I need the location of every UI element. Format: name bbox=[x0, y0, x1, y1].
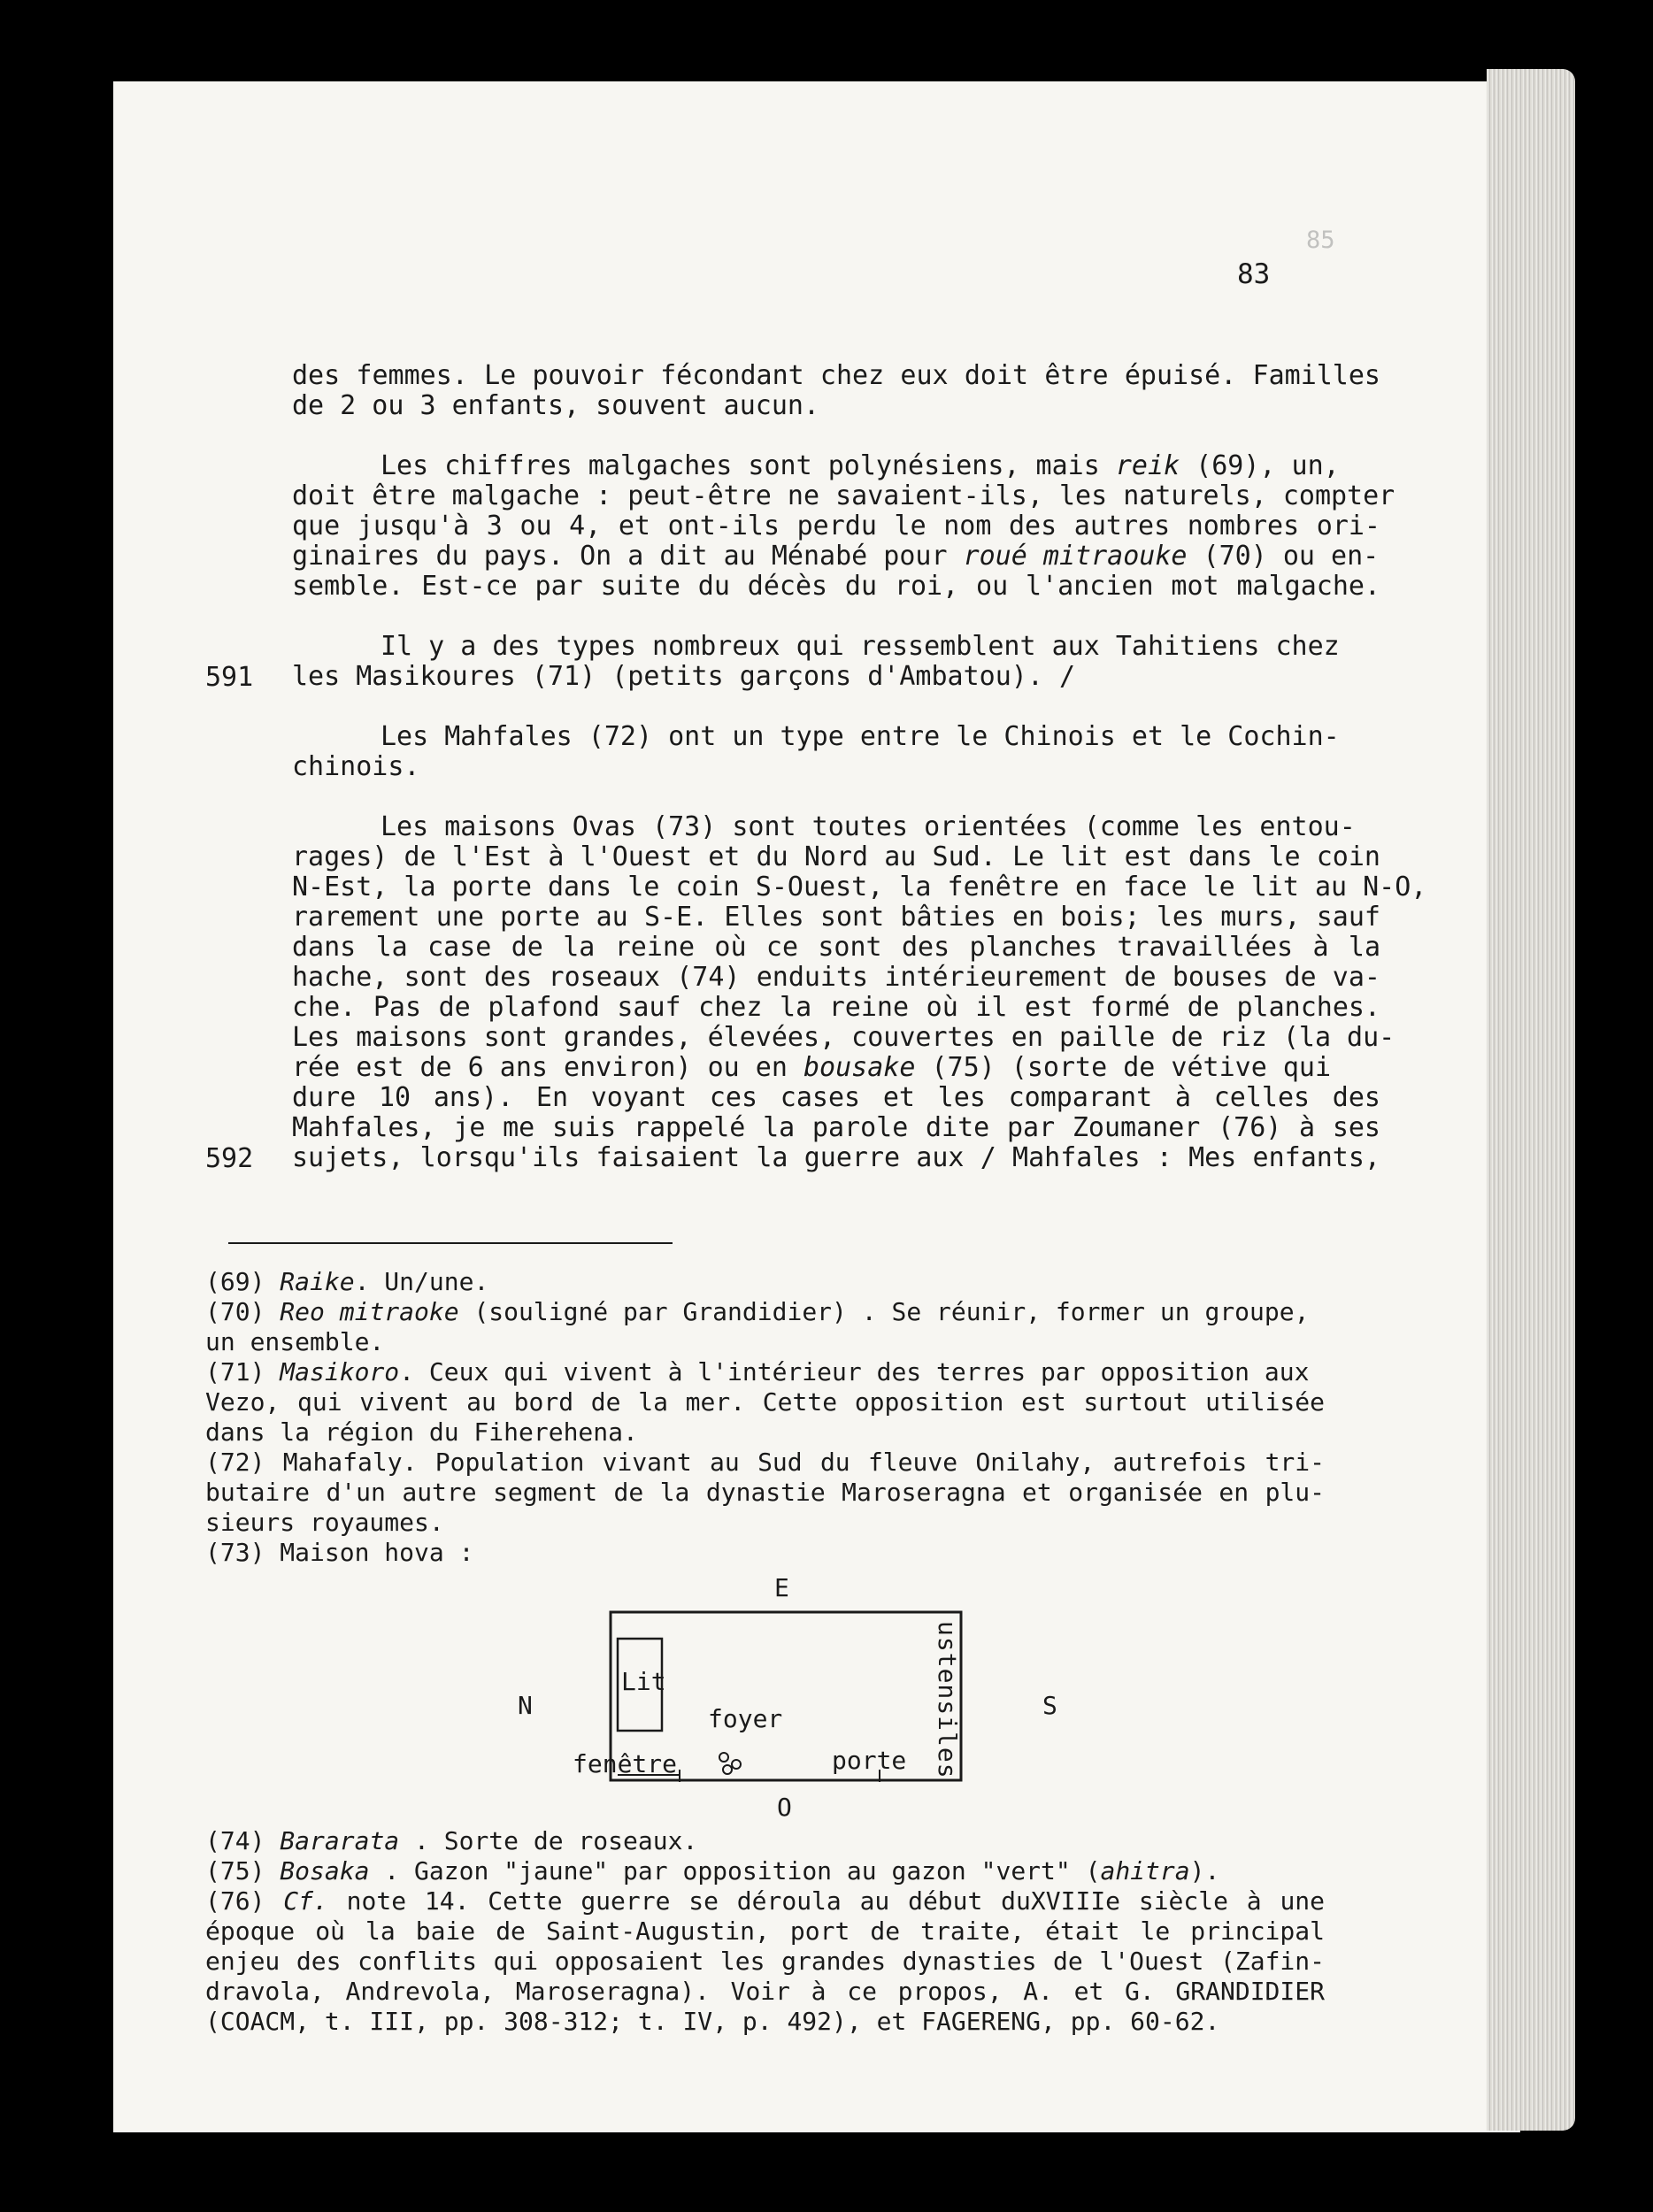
diagram-bed-label: Lit bbox=[621, 1667, 666, 1696]
footnote-75: (75) Bosaka . Gazon "jaune" par opposition au gazon "vert" (ahitra). bbox=[205, 1856, 1220, 1886]
margin-number-591: 591 bbox=[205, 662, 254, 693]
footnote-71: (71) Masikoro. Ceux qui vivent à l'intérieur des terres par opposition aux bbox=[205, 1357, 1310, 1386]
diagram-door-label: porte bbox=[832, 1746, 907, 1775]
footnote-70: (70) Reo mitraoke (souligné par Grandidier) . Se réunir, former un groupe, bbox=[205, 1297, 1310, 1326]
page-edges bbox=[1487, 69, 1575, 2131]
hearth-stone bbox=[719, 1753, 728, 1762]
body-line-8: Il y a des types nombreux qui ressemblent aux Tahitiens chez bbox=[381, 631, 1340, 662]
body-line-14: N-Est, la porte dans le coin S-Ouest, la fenêtre en face le lit au N-O, bbox=[292, 872, 1427, 902]
body-line-2: de 2 ou 3 enfants, souvent aucun. bbox=[292, 390, 820, 421]
pencil-page-number: 85 bbox=[1306, 227, 1335, 254]
footnote-rule bbox=[228, 1242, 673, 1244]
footnote-72: (72) Mahafaly. Population vivant au Sud du fleuve Onilahy, autrefois tri- bbox=[205, 1448, 1325, 1477]
body-line-21: dure 10 ans). En voyant ces cases et les comparant à celles des bbox=[292, 1082, 1380, 1113]
body-line-7: semble. Est-ce par suite du décès du roi, ou l'ancien mot malgache. bbox=[292, 571, 1380, 602]
footnote-73: (73) Maison hova : bbox=[205, 1538, 474, 1567]
page-number: 83 bbox=[1237, 258, 1271, 290]
body-line-3: Les chiffres malgaches sont polynésiens, mais reik (69), un, bbox=[381, 450, 1340, 481]
body-line-13: rages) de l'Est à l'Ouest et du Nord au Sud. Le lit est dans le coin bbox=[292, 841, 1380, 872]
diagram-hearth-label: foyer bbox=[708, 1704, 783, 1733]
footnote-71-cont2: dans la région du Fiherehena. bbox=[205, 1417, 638, 1447]
body-line-22: Mahfales, je me suis rappelé la parole dite par Zoumaner (76) à ses bbox=[292, 1112, 1380, 1143]
footnote-76-cont4: (COACM, t. III, pp. 308-312; t. IV, p. 492), et FAGERENG, pp. 60-62. bbox=[205, 2007, 1220, 2036]
footnote-76-cont2: enjeu des conflits qui opposaient les grandes dynasties de l'Ouest (Zafin- bbox=[205, 1947, 1325, 1976]
body-line-4: doit être malgache : peut-être ne savaient-ils, les naturels, compter bbox=[292, 480, 1395, 511]
footnote-74: (74) Bararata . Sorte de roseaux. bbox=[205, 1826, 698, 1855]
body-line-17: hache, sont des roseaux (74) enduits intérieurement de bouses de va- bbox=[292, 962, 1380, 993]
diagram-south: S bbox=[1042, 1691, 1057, 1720]
body-line-10: Les Mahfales (72) ont un type entre le Chinois et le Cochin- bbox=[381, 721, 1340, 752]
body-line-9: les Masikoures (71) (petits garçons d'Ambatou). / bbox=[292, 661, 1076, 692]
body-line-15: rarement une porte au S-E. Elles sont bâties en bois; les murs, sauf bbox=[292, 902, 1380, 933]
diagram-window-label: fenêtre bbox=[573, 1749, 678, 1778]
body-line-20: rée est de 6 ans environ) ou en bousake (75) (sorte de vétive qui bbox=[292, 1052, 1332, 1083]
footnote-76-cont: époque où la baie de Saint-Augustin, port de traite, était le principal bbox=[205, 1916, 1325, 1946]
body-line-1: des femmes. Le pouvoir fécondant chez eux doit être épuisé. Familles bbox=[292, 360, 1380, 391]
margin-number-592: 592 bbox=[205, 1143, 254, 1174]
body-line-23: sujets, lorsqu'ils faisaient la guerre aux / Mahfales : Mes enfants, bbox=[292, 1142, 1380, 1173]
hearth-stone bbox=[723, 1765, 732, 1774]
body-line-6: ginaires du pays. On a dit au Ménabé pour roué mitraouke (70) ou en- bbox=[292, 541, 1380, 572]
footnote-76-cont3: dravola, Andrevola, Maroseragna). Voir à ce propos, A. et G. GRANDIDIER bbox=[205, 1977, 1325, 2006]
diagram-north: N bbox=[518, 1691, 533, 1720]
footnote-69: (69) Raike. Un/une. bbox=[205, 1267, 489, 1296]
hearth-stone bbox=[732, 1760, 741, 1769]
body-line-18: che. Pas de plafond sauf chez la reine où il est formé de planches. bbox=[292, 992, 1380, 1023]
diagram-west: O bbox=[777, 1793, 792, 1822]
diagram-east: E bbox=[774, 1573, 789, 1602]
footnote-70-cont: un ensemble. bbox=[205, 1327, 385, 1356]
footnote-72-cont: butaire d'un autre segment de la dynastie Maroseragna et organisée en plu- bbox=[205, 1478, 1325, 1507]
footnote-76: (76) Cf. note 14. Cette guerre se déroula au début duXVIIIe siècle à une bbox=[205, 1886, 1326, 1916]
body-line-12: Les maisons Ovas (73) sont toutes orientées (comme les entou- bbox=[381, 811, 1356, 842]
body-line-16: dans la case de la reine où ce sont des planches travaillées à la bbox=[292, 932, 1380, 963]
diagram-utensils-label: ustensiles bbox=[933, 1621, 962, 1779]
footnote-72-cont2: sieurs royaumes. bbox=[205, 1508, 444, 1537]
body-line-5: que jusqu'à 3 ou 4, et ont-ils perdu le nom des autres nombres ori- bbox=[292, 511, 1380, 541]
body-line-11: chinois. bbox=[292, 751, 420, 782]
body-line-19: Les maisons sont grandes, élevées, couvertes en paille de riz (la du- bbox=[292, 1022, 1395, 1053]
footnote-71-cont: Vezo, qui vivent au bord de la mer. Cette opposition est surtout utilisée bbox=[205, 1387, 1325, 1417]
